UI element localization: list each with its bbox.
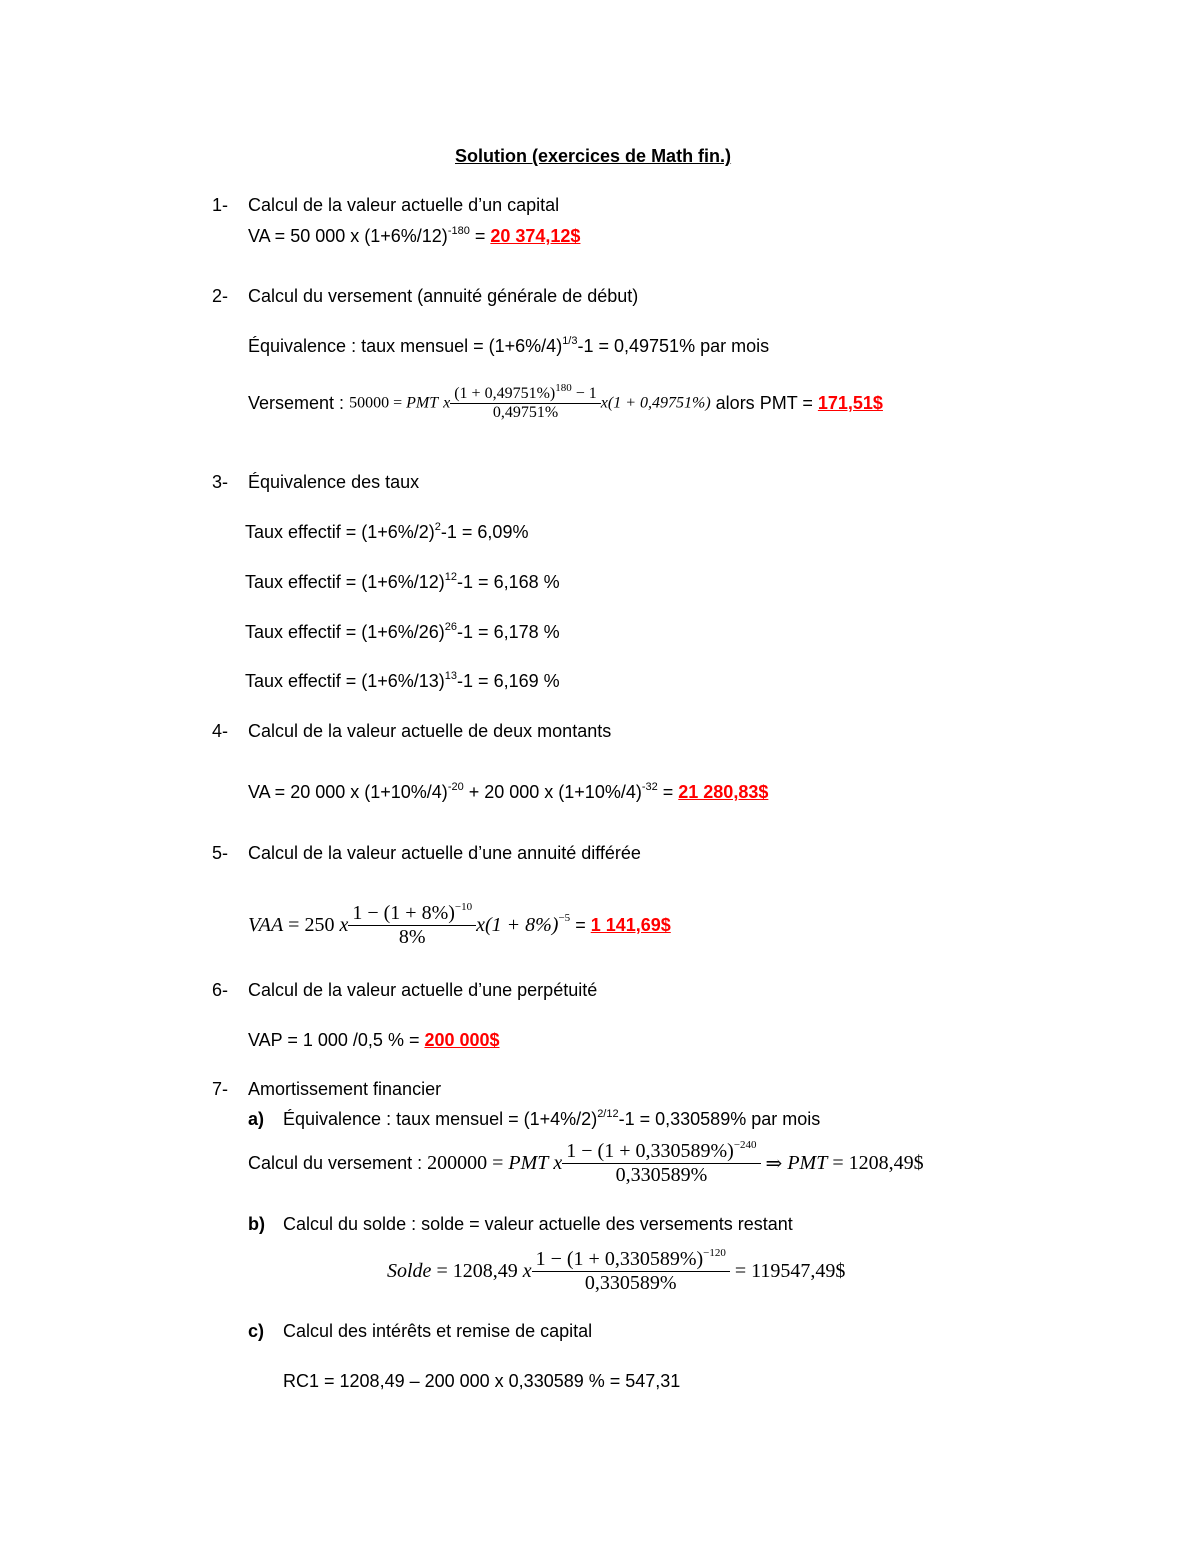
versement-label: Versement : [248, 393, 350, 413]
equals: = [570, 915, 591, 935]
versement-post: x(1 + 0,49751%) [600, 394, 711, 412]
taux-effectif-line [245, 669, 560, 693]
section-1-heading: Calcul de la valeur actuelle d’un capital [248, 195, 560, 215]
formula-fraction [348, 902, 476, 949]
versement-fraction [450, 381, 601, 422]
formula-text: VA = 50 000 x (1+6%/12) [248, 226, 448, 246]
fraction-denominator: 0,330589% [584, 1272, 677, 1294]
versement-x: x [443, 394, 451, 412]
section-1-formula [248, 224, 580, 248]
formula-text: Équivalence : taux mensuel = (1+4%/2) [283, 1109, 598, 1129]
section-7-number: 7- [212, 1079, 229, 1099]
exponent: -180 [447, 225, 470, 237]
section-6-result: 200 000$ [424, 1030, 500, 1050]
formula-result: = 119547,49$ [729, 1260, 846, 1282]
formula-text: VAP = 1 000 /0,5 % = [248, 1030, 425, 1050]
exponent: 12 [444, 571, 458, 583]
formula-x: x [522, 1260, 532, 1282]
versement-alors: alors PMT = [715, 393, 818, 413]
section-2-versement [248, 381, 883, 422]
fraction-numerator [532, 1248, 730, 1272]
numerator-tail: − 1 [571, 385, 597, 402]
formula-post: x(1 + 8%) [476, 914, 559, 936]
formula-eq: = 250 [283, 914, 340, 936]
formula-text: Taux effectif = (1+6%/12) [245, 572, 445, 592]
exponent: −10 [454, 901, 473, 914]
item-a-equivalence [283, 1107, 820, 1131]
versement-lhs: 50000 = [349, 394, 407, 412]
section-1-result: 20 374,12$ [490, 226, 581, 246]
rc1-formula: RC1 = 1208,49 – 200 000 x 0,330589 % = 547,31 [283, 1371, 681, 1391]
numerator-text: (1 + 0,49751%) [454, 385, 556, 402]
calcul-versement-label: Calcul du versement : [248, 1153, 428, 1173]
exponent: 2 [434, 521, 441, 533]
exponent: 1/3 [562, 335, 578, 347]
exponent: −240 [733, 1139, 757, 1152]
fraction-denominator: 8% [398, 926, 426, 948]
formula-text: + 20 000 x (1+10%/4) [463, 782, 642, 802]
equals: = [657, 782, 679, 802]
item-b-text: Calcul du solde : solde = valeur actuelle des versements restant [283, 1214, 793, 1234]
formula-eq: = 1208,49 [431, 1260, 523, 1282]
versement-pmt: PMT [406, 394, 439, 412]
section-4-formula [248, 780, 768, 804]
section-1-number: 1- [212, 195, 229, 215]
formula-pmt: PMT [508, 1152, 549, 1174]
section-3-number: 3- [212, 472, 229, 492]
formula-lhs: VAA [248, 914, 284, 936]
formula-text: -1 = 6,178 % [457, 622, 560, 642]
exponent: −5 [558, 912, 571, 925]
formula-lhs: Solde [387, 1260, 432, 1282]
exponent: 13 [444, 670, 458, 682]
section-6-formula [248, 1028, 500, 1052]
section-3-heading: Équivalence des taux [248, 472, 420, 492]
formula-text: -1 = 0,330589% par mois [618, 1109, 821, 1129]
exponent: -20 [447, 781, 464, 793]
formula-x: x [553, 1152, 563, 1174]
item-c-label: c) [248, 1321, 265, 1341]
formula-pmt: PMT [787, 1152, 828, 1174]
formula-result: = 1208,49$ [827, 1152, 924, 1174]
taux-effectif-line [245, 520, 528, 544]
exponent: 180 [555, 381, 572, 394]
section-4-result: 21 280,83$ [678, 782, 769, 802]
section-4-number: 4- [212, 721, 229, 741]
formula-text: Taux effectif = (1+6%/13) [245, 671, 445, 691]
section-2-result: 171,51$ [817, 393, 883, 413]
calcul-versement [248, 1140, 924, 1187]
section-2-number: 2- [212, 286, 229, 306]
section-5-number: 5- [212, 843, 229, 863]
fraction-denominator: 0,49751% [492, 404, 559, 421]
equals: = [469, 226, 491, 246]
exponent: -32 [641, 781, 658, 793]
numerator-text: 1 − (1 + 8%) [352, 902, 455, 924]
fraction-numerator [562, 1140, 760, 1164]
section-5-heading: Calcul de la valeur actuelle d’une annuité différée [248, 843, 641, 863]
section-6-heading: Calcul de la valeur actuelle d’une perpétuité [248, 980, 598, 1000]
solde-formula [387, 1248, 845, 1295]
section-5-formula [248, 902, 671, 949]
formula-lhs: 200000 = [427, 1152, 509, 1174]
section-5-result: 1 141,69$ [590, 915, 671, 935]
arrow: ⇒ [765, 1153, 788, 1175]
item-b-label: b) [248, 1214, 265, 1234]
section-2-equivalence [248, 334, 769, 358]
formula-text: -1 = 6,168 % [457, 572, 560, 592]
section-6-number: 6- [212, 980, 229, 1000]
formula-fraction [562, 1140, 760, 1187]
taux-effectif-line [245, 620, 560, 644]
numerator-text: 1 − (1 + 0,330589%) [566, 1140, 734, 1162]
page-title: Solution (exercices de Math fin.) [455, 146, 732, 166]
fraction-numerator [348, 902, 476, 926]
item-c-text: Calcul des intérêts et remise de capital [283, 1321, 593, 1341]
fraction-numerator [450, 381, 601, 404]
formula-fraction [532, 1248, 730, 1295]
formula-text: Équivalence : taux mensuel = (1+6%/4) [248, 336, 563, 356]
item-a-label: a) [248, 1109, 265, 1129]
formula-text: VA = 20 000 x (1+10%/4) [248, 782, 448, 802]
section-2-heading: Calcul du versement (annuité générale de début) [248, 286, 639, 306]
formula-text: -1 = 6,169 % [457, 671, 560, 691]
numerator-text: 1 − (1 + 0,330589%) [535, 1248, 704, 1270]
section-7-heading: Amortissement financier [248, 1079, 442, 1099]
exponent: 2/12 [597, 1108, 619, 1120]
fraction-denominator: 0,330589% [615, 1164, 708, 1186]
exponent: 26 [444, 621, 458, 633]
formula-text: Taux effectif = (1+6%/26) [245, 622, 445, 642]
formula-x: x [339, 914, 349, 936]
formula-text: Taux effectif = (1+6%/2) [245, 522, 435, 542]
formula-text: -1 = 6,09% [440, 522, 529, 542]
exponent: −120 [703, 1247, 726, 1260]
formula-text: -1 = 0,49751% par mois [577, 336, 770, 356]
section-4-heading: Calcul de la valeur actuelle de deux montants [248, 721, 612, 741]
taux-effectif-line [245, 570, 560, 594]
